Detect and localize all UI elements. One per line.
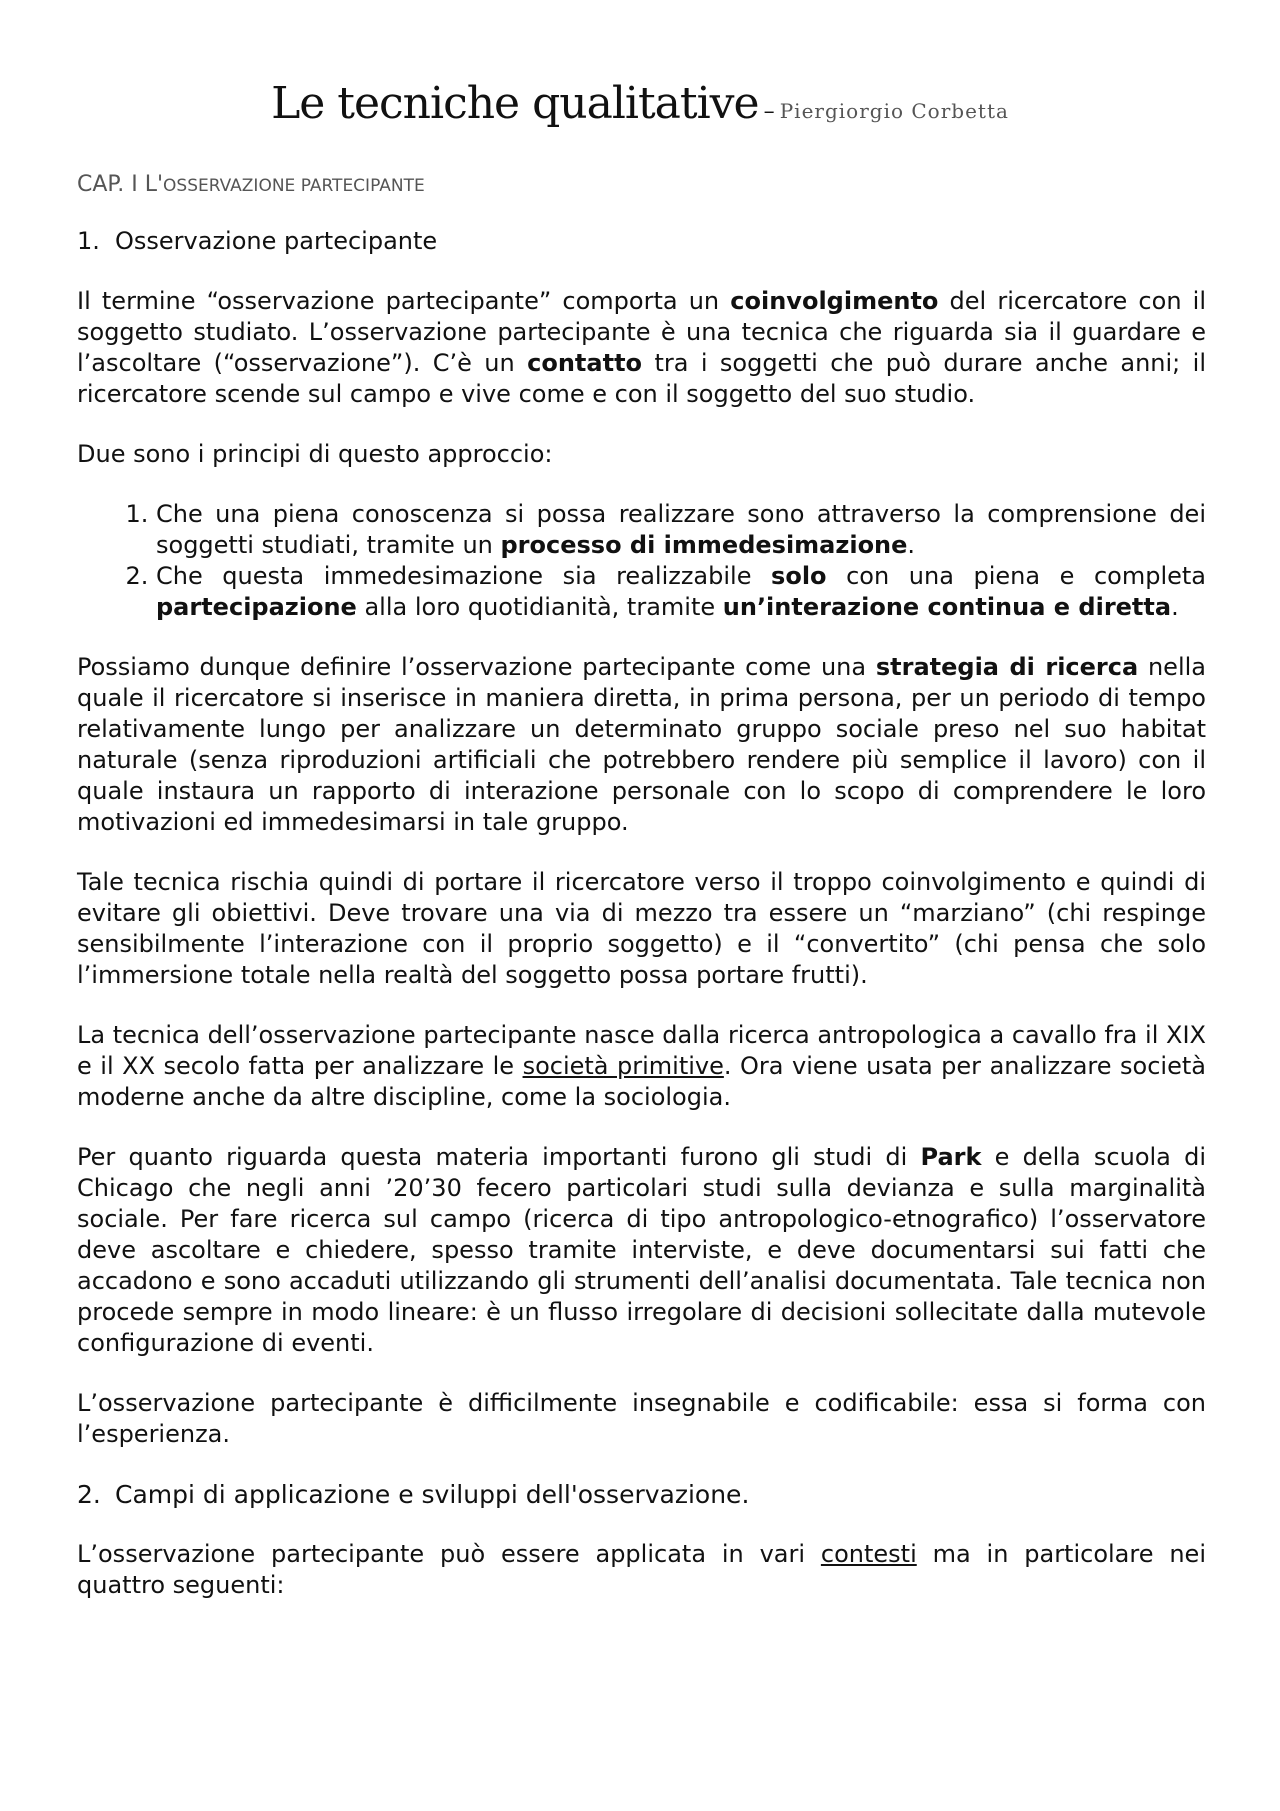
section-number: 1. bbox=[77, 227, 100, 255]
bold-term: Park bbox=[920, 1143, 982, 1171]
title-dash: – bbox=[763, 99, 775, 124]
underlined-term: contesti bbox=[820, 1540, 917, 1568]
section-heading-1 bbox=[77, 226, 1206, 257]
text-run: Il termine “osservazione partecipante” comporta un bbox=[77, 287, 731, 315]
text-run: Che questa immedesimazione sia realizzabile bbox=[156, 562, 772, 590]
text-run: . Ora viene usata per analizzare società moderne anche da altre discipline, come la sociologia. bbox=[77, 1052, 1206, 1111]
paragraph-experience: L’osservazione partecipante è difficilmente insegnabile e codificabile: essa si forma con l’esperienza. bbox=[77, 1389, 1206, 1448]
bold-term: solo bbox=[771, 562, 827, 590]
text-run: ma in particolare nei quattro seguenti: bbox=[77, 1540, 1206, 1599]
paragraph-intro bbox=[77, 286, 1206, 410]
bold-term: un’interazione continua e diretta bbox=[722, 593, 1172, 621]
text-run: . bbox=[1171, 593, 1179, 621]
author-name: Piergiorgio Corbetta bbox=[779, 99, 1009, 123]
bold-term: contatto bbox=[527, 349, 643, 377]
text-run: . bbox=[907, 531, 916, 559]
document-title: Le tecniche qualitative bbox=[271, 78, 759, 129]
text-run: tra i soggetti che può durare anche anni; il ricercatore scende sul campo e vive come e con il soggetto del suo studio. bbox=[77, 349, 1206, 408]
text-run: nella quale il ricercatore si inserisce in maniera diretta, in prima persona, per un periodo di tempo relativamente lungo per analizzare un determinato gruppo sociale preso nel suo habitat naturale (senza riproduzioni artificiali che potrebbero rendere più semplice il lavoro) con il quale instaura un rapporto di interazione personale con lo scopo di comprendere le loro motivazioni ed immedesimarsi in tale gruppo. bbox=[77, 653, 1206, 836]
chapter-heading bbox=[77, 172, 425, 197]
text-run: Per quanto riguarda questa materia importanti furono gli studi di bbox=[77, 1143, 921, 1171]
paragraph-principles-intro: Due sono i principi di questo approccio: bbox=[77, 440, 553, 468]
paragraph-risks: Tale tecnica rischia quindi di portare il ricercatore verso il troppo coinvolgimento e quindi di evitare gli obiettivi. Deve trovare una via di mezzo tra essere un “marziano” (chi respinge sensibilmente l’interazione con il proprio soggetto) e il “convertito” (chi pensa che solo l’immersione totale nella realtà del soggetto possa portare frutti). bbox=[77, 868, 1206, 989]
paragraph-definition bbox=[77, 652, 1206, 838]
text-run: con una piena e completa bbox=[826, 562, 1206, 590]
document-body bbox=[77, 226, 1206, 1630]
text-run: del ricercatore con il soggetto studiato. L’osservazione partecipante è una tecnica che riguarda sia il guardare e l’ascoltare (“osservazione”). C’è un bbox=[77, 287, 1207, 377]
text-run: e della scuola di Chicago che negli anni ’20’30 fecero particolari studi sulla devianza e sulla marginalità sociale. Per fare ricerca sul campo (ricerca di tipo antropologico-etnografico) l’osservatore deve ascoltare e chiedere, spesso tramite interviste, e deve documentarsi sui fatti che accadono e sono accaduti utilizzando gli strumenti dell’analisi documentata. Tale tecnica non procede sempre in modo lineare: è un flusso irregolare di decisioni sollecitate dalla mutevole configurazione di eventi. bbox=[77, 1143, 1206, 1357]
paragraph-origins bbox=[77, 1020, 1206, 1113]
text-run: La tecnica dell’osservazione partecipante nasce dalla ricerca antropologica a cavallo fra il XIX e il XX secolo fatta per analizzare le bbox=[77, 1021, 1206, 1080]
text-run: L’osservazione partecipante può essere applicata in vari bbox=[77, 1540, 821, 1568]
chapter-number: CAP. I L' bbox=[77, 172, 164, 197]
section-title: Osservazione partecipante bbox=[115, 227, 438, 255]
bold-term: processo di immedesimazione bbox=[500, 531, 908, 559]
chapter-title: OSSERVAZIONE PARTECIPANTE bbox=[163, 176, 425, 196]
section-number: 2. bbox=[77, 1480, 101, 1509]
section-heading-2 bbox=[77, 1479, 1206, 1510]
section-title-period: . bbox=[741, 1480, 750, 1509]
text-run: alla loro quotidianità, tramite bbox=[356, 593, 723, 621]
bold-term: strategia di ricerca bbox=[875, 653, 1139, 681]
section-title bbox=[115, 1479, 749, 1510]
paragraph-chicago-school bbox=[77, 1142, 1206, 1359]
paragraph-contexts bbox=[77, 1539, 1206, 1601]
document-header bbox=[0, 78, 1280, 129]
text-run: Che una piena conoscenza si possa realizzare sono attraverso la comprensione dei soggetti studiati, tramite un bbox=[156, 500, 1206, 559]
list-item bbox=[156, 561, 1206, 623]
bold-term: partecipazione bbox=[156, 593, 357, 621]
list-item bbox=[156, 499, 1206, 561]
text-run: Possiamo dunque definire l’osservazione partecipante come una bbox=[77, 653, 876, 681]
underlined-term: società primitive bbox=[522, 1052, 724, 1080]
bold-term: coinvolgimento bbox=[730, 287, 939, 315]
section-title-text: Campi di applicazione e sviluppi dell'osservazione bbox=[115, 1480, 742, 1509]
principles-list bbox=[77, 499, 1206, 623]
